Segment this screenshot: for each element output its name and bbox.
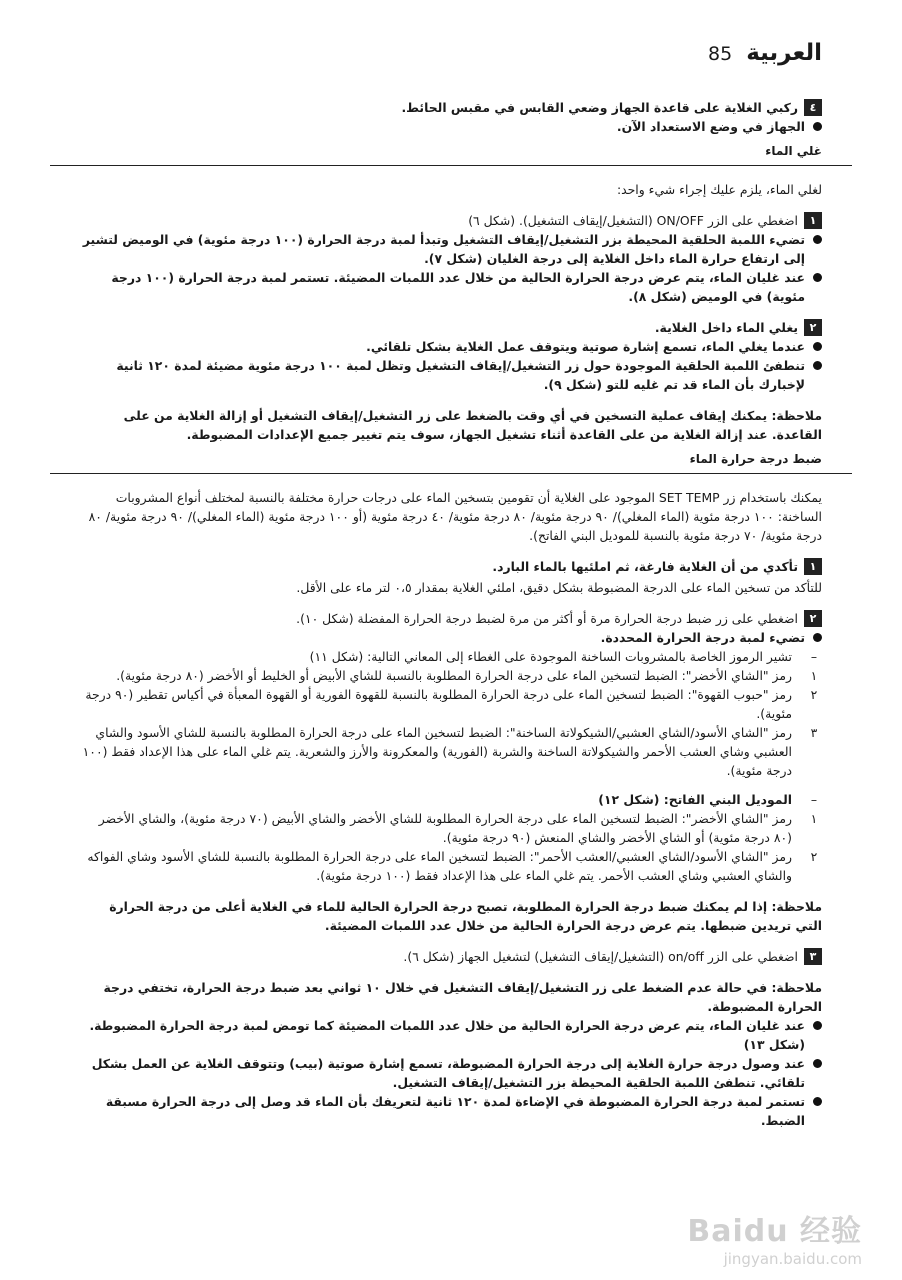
bullet-item [80, 337, 822, 356]
section-title-boiling: غلي الماء [765, 144, 822, 158]
bullet-dot-icon [813, 235, 822, 244]
list-number: ٢ [810, 849, 818, 864]
temp-step-3 [80, 947, 822, 966]
step-number-badge: ١ [804, 212, 822, 229]
page-number: 85 [708, 43, 733, 65]
step-4 [80, 98, 822, 117]
bullet-text: تستمر لمبة درجة الحرارة المضبوطة في الإضاءة لمدة ١٢٠ ثانية لتعريفك بأن الماء قد وصل إلى درجة الحرارة مسبقة الضبط. [105, 1094, 805, 1128]
symbol-list-item [80, 723, 822, 780]
bullet-dot-icon [813, 342, 822, 351]
temp-step-1-detail: للتأكد من تسخين الماء على الدرجة المضبوطة بشكل دقيق، املئي الغلاية بمقدار ٠،٥ لتر ماء على الأقل. [296, 580, 822, 595]
list-text: رمز "الشاي الأسود/الشاي العشبي/الشيكولاتة الساخنة": الضبط لتسخين الماء على درجة الحرارة المطلوبة بالنسبة للشاي الأسود والشاي العشبي وشاي العشب الأحمر والشيكولاتة الساخنة والشربة (الفورية) والمعكرونة والأرز والشعرية. يتم غلي الماء على هذا الإعداد فقط (١٠٠ درجة مئوية). [82, 725, 792, 778]
section-title-temperature: ضبط درجة حرارة الماء [689, 452, 822, 466]
step-text: يغلي الماء داخل الغلاية. [654, 320, 798, 335]
boil-intro: لغلي الماء، يلزم عليك إجراء شيء واحد: [616, 182, 822, 197]
list-text: رمز "حبوب القهوة": الضبط لتسخين الماء على درجة الحرارة المطلوبة بالنسبة للقهوة الفورية أو القهوة المعبأة في أكياس تقطير (٩٠ درجة مئوية). [85, 687, 792, 721]
bullet-dot-icon [813, 1021, 822, 1030]
page-content [80, 96, 822, 1130]
step-text: اضغطي على الزر on/off (التشغيل/إيقاف التشغيل) لتشغيل الجهاز (شكل ٦). [403, 949, 798, 964]
bullet-text: تضيء لمبة درجة الحرارة المحددة. [600, 630, 805, 645]
bullet-item [80, 1092, 822, 1130]
temp-intro: يمكنك باستخدام زر SET TEMP الموجود على الغلاية أن تقومين بتسخين الماء على درجات حرارة مختلفة بالنسبة لمختلف أنواع المشروبات الساخنة: ١٠٠ درجة مئوية (الماء المغلي)/ ٩٠ درجة مئوية/ ٨٠ درجة مئوية/ ٤٠ درجة مئوية (أو ١٠٠ درجة مئوية (الماء المغلي)/ ٩٠ درجة مئوية/ ٨٠ درجة مئوية/ ٧٠ درجة مئوية بالنسبة للموديل البني الفاتح). [88, 490, 822, 543]
watermark-url: jingyan.baidu.com [723, 1250, 862, 1268]
boil-step-1 [80, 211, 822, 230]
temp-step-1 [80, 557, 822, 576]
bullet-item [80, 230, 822, 268]
temp-note-1: ملاحظة: إذا لم يمكنك ضبط درجة الحرارة المطلوبة، تصبح درجة الحرارة الحالية للماء في الغلاية أعلى من درجة الحرارة التي تريدين ضبطها. يتم عرض درجة الحرارة الحالية من خلال عدد اللمبات المضيئة. [109, 899, 822, 933]
language-title: العربية [746, 40, 822, 66]
step-number-badge: ٢ [804, 610, 822, 627]
list-number: ١ [810, 668, 818, 683]
dash-text: الموديل البني الفاتح: (شكل ١٢) [598, 792, 792, 807]
bullet-text: عند غليان الماء، يتم عرض درجة الحرارة الحالية من خلال عدد اللمبات المضيئة. تستمر لمبة درجة الحرارة (١٠٠ درجة مئوية) في الوميض (شكل ٨). [111, 270, 805, 304]
bullet-item [80, 117, 822, 136]
dash-text: تشير الرموز الخاصة بالمشروبات الساخنة الموجودة على الغطاء إلى المعاني التالية: (شكل ١١) [309, 649, 792, 664]
bullet-dot-icon [813, 633, 822, 642]
symbol-list-item [80, 685, 822, 723]
bullet-dot-icon [813, 122, 822, 131]
step-text: ركبي الغلاية على قاعدة الجهاز وضعي القابس في مقبس الحائط. [401, 100, 798, 115]
bullet-text: عند وصول درجة حرارة الغلاية إلى درجة الحرارة المضبوطة، تسمع إشارة صوتية (بيب) وتتوقف الغلاية عن العمل بشكل تلقائي. تنطفئ اللمبة الحلقية المحيطة بزر التشغيل/إيقاف التشغيل. [91, 1056, 805, 1090]
step-text: اضغطي على الزر ON/OFF (التشغيل/إيقاف التشغيل). (شكل ٦) [468, 213, 798, 228]
dash-marker: – [810, 792, 818, 807]
step-number-badge: ٤ [804, 99, 822, 116]
bullet-item [80, 628, 822, 647]
symbol-list-item [80, 666, 822, 685]
step-number-badge: ٢ [804, 319, 822, 336]
list-text: رمز "الشاي الأسود/الشاي العشبي/العشب الأحمر": الضبط لتسخين الماء على درجة الحرارة المطلوبة بالنسبة للشاي الأسود وشاي الفواكه والشاي العشبي وشاي العشب الأحمر. يتم غلي الماء على هذا الإعداد فقط (١٠٠ درجة مئوية). [87, 849, 792, 883]
section-divider [50, 165, 852, 166]
symbol-list-item [80, 809, 822, 847]
bullet-item [80, 268, 822, 306]
bullet-item [80, 1054, 822, 1092]
bullet-text: عندما يغلي الماء، تسمع إشارة صوتية ويتوقف عمل الغلاية بشكل تلقائي. [366, 339, 805, 354]
step-number-badge: ٣ [804, 948, 822, 965]
dash-item [80, 790, 822, 809]
bullet-text: تنطفئ اللمبة الحلقية الموجودة حول زر التشغيل/إيقاف التشغيل وتظل لمبة ١٠٠ درجة مئوية مضيئة لمدة ١٢٠ ثانية لإخبارك بأن الماء قد تم غليه للتو (شكل ٩). [116, 358, 805, 392]
section-divider [50, 473, 852, 474]
watermark-logo: Baidu 经验 [687, 1214, 862, 1249]
list-number: ٢ [810, 687, 818, 702]
bullet-dot-icon [813, 1097, 822, 1106]
bullet-item [80, 1016, 822, 1054]
symbol-list-item [80, 847, 822, 885]
bullet-text: الجهاز في وضع الاستعداد الآن. [616, 119, 805, 134]
step-text: اضغطي على زر ضبط درجة الحرارة مرة أو أكثر من مرة لضبط درجة الحرارة المفضلة (شكل ١٠). [296, 611, 798, 626]
bullet-dot-icon [813, 361, 822, 370]
bullet-text: عند غليان الماء، يتم عرض درجة الحرارة الحالية من خلال عدد اللمبات المضيئة كما تومض لمبة درجة الحرارة المضبوطة. (شكل ١٣) [89, 1018, 805, 1052]
page-header [708, 40, 822, 66]
list-text: رمز "الشاي الأخضر": الضبط لتسخين الماء على درجة الحرارة المطلوبة للشاي الأخضر والشاي الأبيض (٧٠ درجة مئوية)، والشاي الأخضر (٨٠ درجة مئوية) أو الشاي الأخضر والشاي المنعش (٩٠ درجة مئوية). [98, 811, 792, 845]
boil-note: ملاحظة: يمكنك إيقاف عملية التسخين في أي وقت بالضغط على زر التشغيل/إيقاف التشغيل أو إزالة الغلاية من على القاعدة. عند إزالة الغلاية من على القاعدة أثناء تشغيل الجهاز، سوف يتم تغيير جميع الإعدادات المضبوطة. [123, 408, 822, 442]
step-text: تأكدي من أن الغلاية فارغة، ثم املئيها بالماء البارد. [492, 559, 798, 574]
bullet-dot-icon [813, 273, 822, 282]
temp-step-2 [80, 609, 822, 628]
list-number: ٣ [810, 725, 818, 740]
dash-item [80, 647, 822, 666]
boil-step-2 [80, 318, 822, 337]
temp-note-2: ملاحظة: في حالة عدم الضغط على زر التشغيل/إيقاف التشغيل في خلال ١٠ ثواني بعد ضبط درجة الحرارة، تختفي درجة الحرارة المضبوطة. [103, 980, 822, 1014]
baidu-watermark [687, 1206, 862, 1268]
bullet-dot-icon [813, 1059, 822, 1068]
list-text: رمز "الشاي الأخضر": الضبط لتسخين الماء على درجة الحرارة المطلوبة بالنسبة للشاي الأبيض أو الخليط أو الأخضر (٨٠ درجة مئوية). [116, 668, 792, 683]
dash-marker: – [810, 649, 818, 664]
bullet-item [80, 356, 822, 394]
list-number: ١ [810, 811, 818, 826]
step-number-badge: ١ [804, 558, 822, 575]
bullet-text: تضيء اللمبة الحلقية المحيطة بزر التشغيل/إيقاف التشغيل وتبدأ لمبة درجة الحرارة (١٠٠ درجة مئوية) في الوميض لتشير إلى ارتفاع حرارة الماء داخل الغلاية إلى درجة الغليان (شكل ٧). [82, 232, 805, 266]
